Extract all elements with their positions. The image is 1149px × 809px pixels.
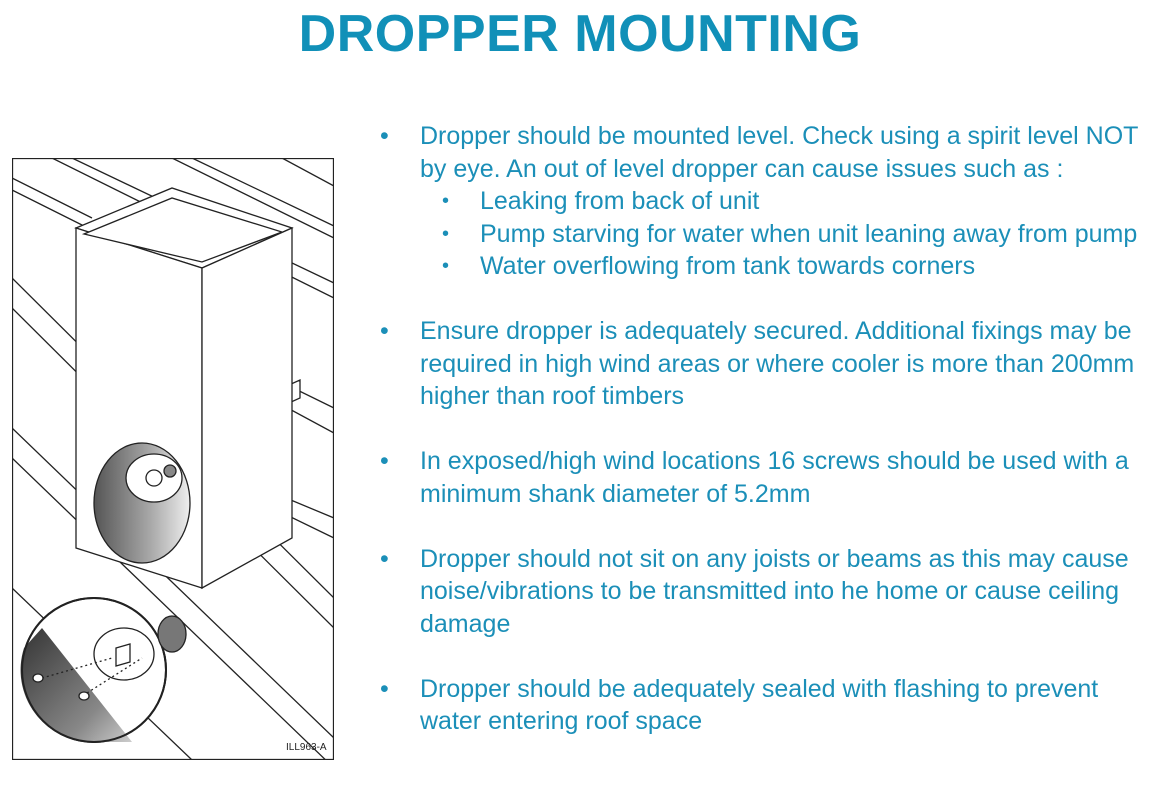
page-title: DROPPER MOUNTING <box>298 5 862 63</box>
sub-bullet-text: Pump starving for water when unit leaning away from pump <box>480 219 1138 248</box>
sub-bullet-text: Water overflowing from tank towards corners <box>480 252 976 280</box>
bullet-icon: • <box>380 674 389 703</box>
bullet-text: Dropper should be mounted level. Check using a spirit level NOT by eye. An out of level dropper can cause issues such as : <box>420 122 1138 183</box>
bullet-icon: • <box>380 122 389 150</box>
illustration-code: ILL963-A <box>286 742 327 753</box>
bullet-icon: • <box>442 255 450 277</box>
bullet-item <box>380 120 1149 185</box>
bullet-icon: • <box>380 544 389 573</box>
bullet-item <box>380 543 1149 641</box>
bullet-item <box>380 315 1149 413</box>
bullet-icon: • <box>380 447 389 475</box>
instruction-list <box>380 120 1149 738</box>
bullet-icon: • <box>442 190 450 212</box>
bullet-icon: • <box>380 317 389 345</box>
bullet-text: Dropper should not sit on any joists or beams as this may cause noise/vibrations to be transmitted into he home or cause ceiling damage <box>420 544 1129 638</box>
bullet-item <box>380 445 1149 510</box>
bullet-text: Ensure dropper is adequately secured. Additional fixings may be required in high wind areas or where cooler is more than 200mm higher than roof timbers <box>420 317 1135 410</box>
bullet-icon: • <box>442 222 450 245</box>
sub-bullet-item <box>380 250 1149 283</box>
sub-bullet-item <box>380 218 1149 251</box>
bullet-item <box>380 673 1149 738</box>
sub-bullet-item <box>380 185 1149 218</box>
bullet-text: Dropper should be adequately sealed with flashing to prevent water entering roof space <box>420 674 1099 735</box>
sub-bullet-text: Leaking from back of unit <box>480 187 760 215</box>
bullet-text: In exposed/high wind locations 16 screws should be used with a minimum shank diameter of 5.2mm <box>420 447 1129 508</box>
dropper-mounting-illustration <box>12 158 334 760</box>
